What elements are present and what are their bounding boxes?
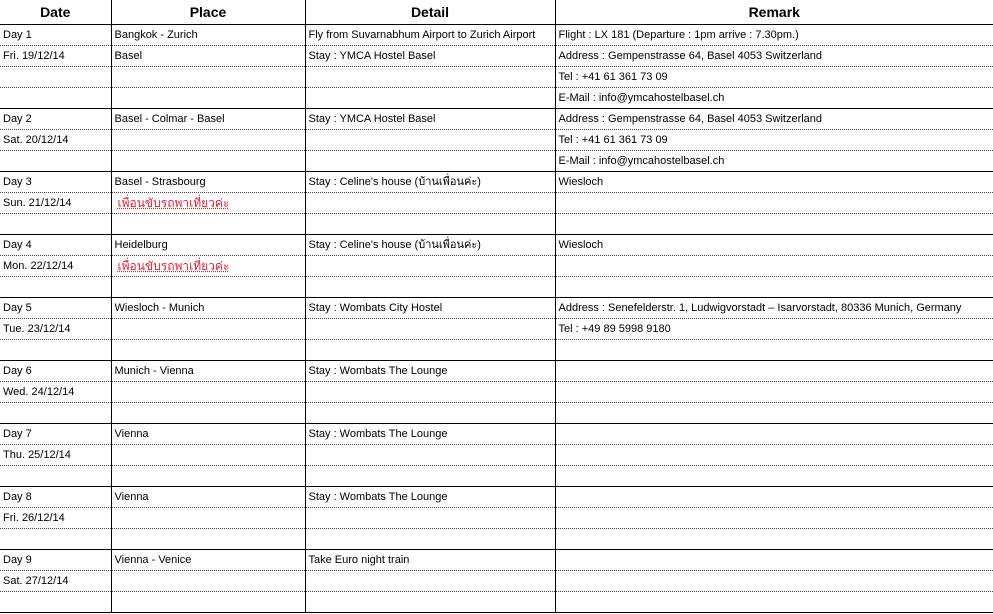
place-cell[interactable]: Basel - Strasbourg	[111, 172, 305, 193]
empty-date-cell[interactable]	[0, 403, 111, 424]
date-cell[interactable]: Sat. 27/12/14	[0, 571, 111, 592]
date-cell[interactable]: Sat. 20/12/14	[0, 130, 111, 151]
empty-date-cell[interactable]	[0, 214, 111, 235]
detail-cell[interactable]: Stay : Wombats The Lounge	[305, 424, 555, 445]
empty-date-cell[interactable]	[0, 466, 111, 487]
detail-cell[interactable]	[305, 508, 555, 529]
remark-cell[interactable]: Wiesloch	[555, 235, 993, 256]
detail-cell[interactable]: Fly from Suvarnabhum Airport to Zurich Airport	[305, 25, 555, 46]
table-row	[0, 298, 993, 319]
place-cell[interactable]	[111, 529, 305, 550]
table-row	[0, 67, 993, 88]
remark-cell[interactable]: Address : Senefelderstr. 1, Ludwigvorstadt – Isarvorstadt, 80336 Munich, Germany	[555, 298, 993, 319]
table-row	[0, 382, 993, 403]
remark-cell[interactable]	[555, 592, 993, 613]
place-cell[interactable]	[111, 277, 305, 298]
detail-cell[interactable]	[305, 592, 555, 613]
remark-cell[interactable]: Address : Gempenstrasse 64, Basel 4053 Switzerland	[555, 46, 993, 67]
detail-cell[interactable]	[305, 319, 555, 340]
table-row	[0, 340, 993, 361]
place-cell[interactable]	[111, 382, 305, 403]
remark-cell[interactable]	[555, 214, 993, 235]
table-row	[0, 424, 993, 445]
detail-cell[interactable]	[305, 340, 555, 361]
detail-cell[interactable]	[305, 466, 555, 487]
date-cell[interactable]: Sun. 21/12/14	[0, 193, 111, 214]
detail-cell[interactable]	[305, 130, 555, 151]
day-number-cell[interactable]: Day 5	[0, 298, 111, 319]
place-cell[interactable]	[111, 214, 305, 235]
table-row	[0, 592, 993, 613]
header-date[interactable]: Date	[0, 0, 111, 25]
place-cell[interactable]	[111, 466, 305, 487]
detail-cell[interactable]	[305, 382, 555, 403]
place-cell[interactable]	[111, 571, 305, 592]
header-place[interactable]: Place	[111, 0, 305, 25]
place-cell[interactable]: Bangkok - Zurich	[111, 25, 305, 46]
table-row	[0, 361, 993, 382]
detail-cell[interactable]: Stay : Celine's house (บ้านเพื่อนค่ะ)	[305, 235, 555, 256]
place-cell[interactable]: Vienna - Venice	[111, 550, 305, 571]
remark-cell[interactable]: Tel : +49 89 5998 9180	[555, 319, 993, 340]
remark-cell[interactable]	[555, 508, 993, 529]
table-row	[0, 445, 993, 466]
remark-cell[interactable]	[555, 529, 993, 550]
place-cell[interactable]	[111, 130, 305, 151]
detail-cell[interactable]: Stay : Celine's house (บ้านเพื่อนค่ะ)	[305, 172, 555, 193]
table-row	[0, 529, 993, 550]
remark-cell[interactable]	[555, 256, 993, 277]
place-cell[interactable]	[111, 67, 305, 88]
empty-date-cell[interactable]	[0, 529, 111, 550]
itinerary-body	[0, 25, 993, 613]
table-row	[0, 466, 993, 487]
date-cell[interactable]: Tue. 23/12/14	[0, 319, 111, 340]
detail-cell[interactable]: Stay : YMCA Hostel Basel	[305, 109, 555, 130]
remark-cell[interactable]	[555, 361, 993, 382]
detail-cell[interactable]: Stay : YMCA Hostel Basel	[305, 46, 555, 67]
place-cell[interactable]: Heidelburg	[111, 235, 305, 256]
detail-cell[interactable]: Stay : Wombats The Lounge	[305, 361, 555, 382]
detail-cell[interactable]	[305, 571, 555, 592]
place-note-cell[interactable]: เพื่อนขับรถพาเที่ยวค่ะ	[111, 256, 305, 277]
remark-cell[interactable]	[555, 550, 993, 571]
empty-date-cell[interactable]	[0, 277, 111, 298]
table-row	[0, 487, 993, 508]
detail-cell[interactable]	[305, 67, 555, 88]
date-cell[interactable]: Fri. 19/12/14	[0, 46, 111, 67]
detail-cell[interactable]	[305, 151, 555, 172]
header-detail[interactable]: Detail	[305, 0, 555, 25]
table-row	[0, 151, 993, 172]
detail-cell[interactable]: Take Euro night train	[305, 550, 555, 571]
date-cell[interactable]: Wed. 24/12/14	[0, 382, 111, 403]
table-row	[0, 235, 993, 256]
detail-cell[interactable]: Stay : Wombats City Hostel	[305, 298, 555, 319]
detail-cell[interactable]: Stay : Wombats The Lounge	[305, 487, 555, 508]
detail-cell[interactable]	[305, 256, 555, 277]
place-cell[interactable]	[111, 403, 305, 424]
table-row	[0, 403, 993, 424]
day-number-cell[interactable]: Day 1	[0, 25, 111, 46]
remark-cell[interactable]	[555, 466, 993, 487]
empty-date-cell[interactable]	[0, 340, 111, 361]
table-row	[0, 319, 993, 340]
place-cell[interactable]: Basel - Colmar - Basel	[111, 109, 305, 130]
remark-cell[interactable]	[555, 403, 993, 424]
table-row	[0, 193, 993, 214]
empty-date-cell[interactable]	[0, 592, 111, 613]
table-row	[0, 256, 993, 277]
table-row	[0, 277, 993, 298]
place-cell[interactable]: Vienna	[111, 424, 305, 445]
place-cell[interactable]	[111, 88, 305, 109]
place-cell[interactable]: Vienna	[111, 487, 305, 508]
date-cell[interactable]: Thu. 25/12/14	[0, 445, 111, 466]
place-cell[interactable]	[111, 151, 305, 172]
place-cell[interactable]: Wiesloch - Munich	[111, 298, 305, 319]
day-number-cell[interactable]: Day 6	[0, 361, 111, 382]
place-note-cell[interactable]: เพื่อนขับรถพาเที่ยวค่ะ	[111, 193, 305, 214]
remark-cell[interactable]	[555, 277, 993, 298]
place-cell[interactable]	[111, 445, 305, 466]
day-number-cell[interactable]: Day 8	[0, 487, 111, 508]
day-number-cell[interactable]: Day 7	[0, 424, 111, 445]
table-row	[0, 88, 993, 109]
place-cell[interactable]	[111, 319, 305, 340]
header-remark[interactable]: Remark	[555, 0, 993, 25]
detail-cell[interactable]	[305, 193, 555, 214]
place-cell[interactable]: Munich - Vienna	[111, 361, 305, 382]
remark-cell[interactable]: Wiesloch	[555, 172, 993, 193]
header-row	[0, 0, 993, 25]
table-row	[0, 172, 993, 193]
remark-cell[interactable]: Tel : +41 61 361 73 09	[555, 67, 993, 88]
remark-cell[interactable]: E-Mail : info@ymcahostelbasel.ch	[555, 151, 993, 172]
remark-cell[interactable]	[555, 382, 993, 403]
table-row	[0, 571, 993, 592]
table-row	[0, 109, 993, 130]
day-number-cell[interactable]: Day 2	[0, 109, 111, 130]
place-cell[interactable]	[111, 592, 305, 613]
detail-cell[interactable]	[305, 403, 555, 424]
table-row	[0, 508, 993, 529]
remark-cell[interactable]: E-Mail : info@ymcahostelbasel.ch	[555, 88, 993, 109]
detail-cell[interactable]	[305, 445, 555, 466]
remark-cell[interactable]: Address : Gempenstrasse 64, Basel 4053 Switzerland	[555, 109, 993, 130]
remark-cell[interactable]	[555, 487, 993, 508]
day-number-cell[interactable]: Day 4	[0, 235, 111, 256]
detail-cell[interactable]	[305, 88, 555, 109]
empty-date-cell[interactable]	[0, 67, 111, 88]
table-row	[0, 214, 993, 235]
table-row	[0, 46, 993, 67]
table-row	[0, 130, 993, 151]
empty-date-cell[interactable]	[0, 151, 111, 172]
empty-date-cell[interactable]	[0, 88, 111, 109]
remark-cell[interactable]	[555, 340, 993, 361]
place-cell[interactable]	[111, 340, 305, 361]
table-row	[0, 550, 993, 571]
place-cell[interactable]	[111, 508, 305, 529]
remark-cell[interactable]	[555, 445, 993, 466]
table-row	[0, 25, 993, 46]
detail-cell[interactable]	[305, 277, 555, 298]
date-cell[interactable]: Mon. 22/12/14	[0, 256, 111, 277]
day-number-cell[interactable]: Day 9	[0, 550, 111, 571]
remark-cell[interactable]	[555, 193, 993, 214]
detail-cell[interactable]	[305, 214, 555, 235]
day-number-cell[interactable]: Day 3	[0, 172, 111, 193]
date-cell[interactable]: Fri. 26/12/14	[0, 508, 111, 529]
place-cell[interactable]: Basel	[111, 46, 305, 67]
remark-cell[interactable]: Tel : +41 61 361 73 09	[555, 130, 993, 151]
remark-cell[interactable]	[555, 571, 993, 592]
remark-cell[interactable]	[555, 424, 993, 445]
detail-cell[interactable]	[305, 529, 555, 550]
remark-cell[interactable]: Flight : LX 181 (Departure : 1pm arrive : 7.30pm.)	[555, 25, 993, 46]
